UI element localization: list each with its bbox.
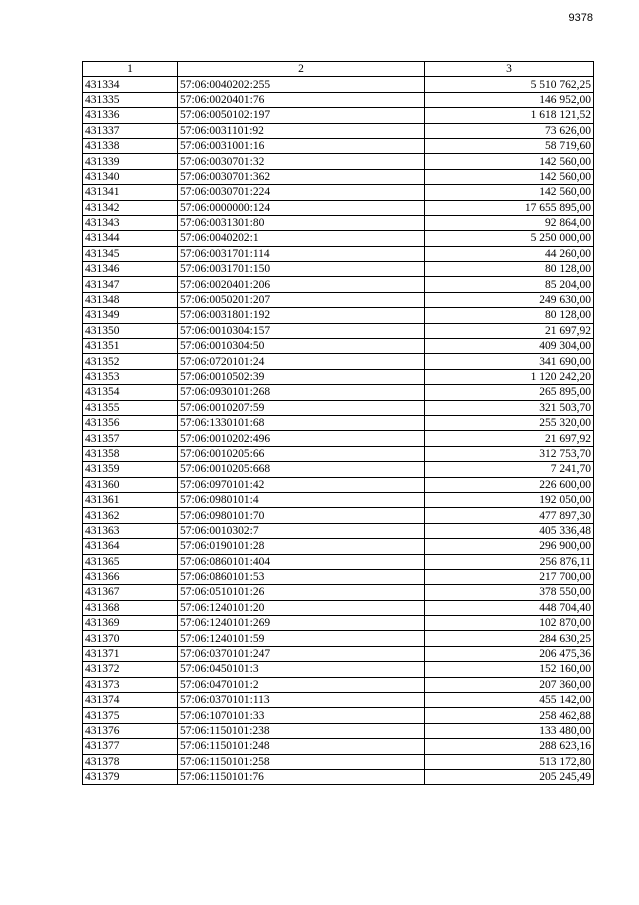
row-number-cell: 431366 (83, 569, 178, 584)
cadastral-number-cell: 57:06:0031701:150 (178, 262, 425, 277)
cadastral-number-cell: 57:06:0040202:255 (178, 77, 425, 92)
table-row (83, 262, 594, 277)
value-cell: 405 336,48 (425, 523, 594, 538)
cadastral-number-cell: 57:06:1150101:76 (178, 769, 425, 784)
cadastral-number-cell: 57:06:0020401:206 (178, 277, 425, 292)
row-number-cell: 431360 (83, 477, 178, 492)
cadastral-number-cell: 57:06:0030701:224 (178, 185, 425, 200)
cadastral-number-cell: 57:06:0031101:92 (178, 123, 425, 138)
row-number-cell: 431348 (83, 292, 178, 307)
cadastral-number-cell: 57:06:0010205:66 (178, 446, 425, 461)
table-row (83, 431, 594, 446)
cadastral-number-cell: 57:06:0860101:53 (178, 569, 425, 584)
row-number-cell: 431343 (83, 215, 178, 230)
value-cell: 321 503,70 (425, 400, 594, 415)
table-row (83, 616, 594, 631)
value-cell: 80 128,00 (425, 308, 594, 323)
value-cell: 5 250 000,00 (425, 231, 594, 246)
value-cell: 152 160,00 (425, 662, 594, 677)
value-cell: 142 560,00 (425, 185, 594, 200)
cadastral-number-cell: 57:06:1070101:33 (178, 708, 425, 723)
table-row (83, 108, 594, 123)
row-number-cell: 431374 (83, 693, 178, 708)
value-cell: 284 630,25 (425, 631, 594, 646)
table-row (83, 185, 594, 200)
row-number-cell: 431340 (83, 169, 178, 184)
value-cell: 217 700,00 (425, 569, 594, 584)
row-number-cell: 431356 (83, 415, 178, 430)
row-number-cell: 431357 (83, 431, 178, 446)
row-number-cell: 431349 (83, 308, 178, 323)
table-row (83, 292, 594, 307)
cadastral-number-cell: 57:06:0031801:192 (178, 308, 425, 323)
cadastral-number-cell: 57:06:0010304:50 (178, 339, 425, 354)
table-row (83, 585, 594, 600)
value-cell: 378 550,00 (425, 585, 594, 600)
value-cell: 133 480,00 (425, 723, 594, 738)
table-row (83, 569, 594, 584)
value-cell: 206 475,36 (425, 646, 594, 661)
value-cell: 455 142,00 (425, 693, 594, 708)
table-row (83, 708, 594, 723)
row-number-cell: 431370 (83, 631, 178, 646)
value-cell: 205 245,49 (425, 769, 594, 784)
cadastral-number-cell: 57:06:0031701:114 (178, 246, 425, 261)
row-number-cell: 431369 (83, 616, 178, 631)
table-row (83, 354, 594, 369)
cadastral-number-cell: 57:06:0370101:247 (178, 646, 425, 661)
cadastral-number-cell: 57:06:0020401:76 (178, 92, 425, 107)
table-row (83, 446, 594, 461)
cadastral-number-cell: 57:06:0050102:197 (178, 108, 425, 123)
value-cell: 255 320,00 (425, 415, 594, 430)
row-number-cell: 431341 (83, 185, 178, 200)
row-number-cell: 431378 (83, 754, 178, 769)
table-row (83, 277, 594, 292)
table-row (83, 769, 594, 784)
cadastral-number-cell: 57:06:0720101:24 (178, 354, 425, 369)
table-row (83, 323, 594, 338)
row-number-cell: 431342 (83, 200, 178, 215)
table-row (83, 231, 594, 246)
cadastral-number-cell: 57:06:0370101:113 (178, 693, 425, 708)
cadastral-number-cell: 57:06:0000000:124 (178, 200, 425, 215)
row-number-cell: 431367 (83, 585, 178, 600)
cadastral-number-cell: 57:06:0860101:404 (178, 554, 425, 569)
value-cell: 265 895,00 (425, 385, 594, 400)
cadastral-number-cell: 57:06:0010304:157 (178, 323, 425, 338)
value-cell: 448 704,40 (425, 600, 594, 615)
value-cell: 312 753,70 (425, 446, 594, 461)
row-number-cell: 431364 (83, 539, 178, 554)
table-row (83, 646, 594, 661)
table-row (83, 462, 594, 477)
row-number-cell: 431354 (83, 385, 178, 400)
table-row (83, 369, 594, 384)
table-row (83, 308, 594, 323)
cadastral-number-cell: 57:06:0980101:4 (178, 492, 425, 507)
table-row (83, 215, 594, 230)
table-row (83, 154, 594, 169)
value-cell: 1 120 242,20 (425, 369, 594, 384)
table-row (83, 754, 594, 769)
row-number-cell: 431361 (83, 492, 178, 507)
table-row (83, 77, 594, 92)
cadastral-number-cell: 57:06:0010302:7 (178, 523, 425, 538)
cadastral-number-cell: 57:06:0970101:42 (178, 477, 425, 492)
row-number-cell: 431350 (83, 323, 178, 338)
row-number-cell: 431334 (83, 77, 178, 92)
row-number-cell: 431359 (83, 462, 178, 477)
table-row (83, 200, 594, 215)
table-row (83, 492, 594, 507)
column-header-3: 3 (425, 62, 594, 77)
row-number-cell: 431373 (83, 677, 178, 692)
row-number-cell: 431337 (83, 123, 178, 138)
row-number-cell: 431345 (83, 246, 178, 261)
value-cell: 21 697,92 (425, 323, 594, 338)
cadastral-number-cell: 57:06:0040202:1 (178, 231, 425, 246)
row-number-cell: 431363 (83, 523, 178, 538)
table-row (83, 693, 594, 708)
table-body (83, 77, 594, 785)
column-header-2: 2 (178, 62, 425, 77)
table-row (83, 523, 594, 538)
row-number-cell: 431377 (83, 739, 178, 754)
row-number-cell: 431346 (83, 262, 178, 277)
cadastral-number-cell: 57:06:0190101:28 (178, 539, 425, 554)
table-row (83, 508, 594, 523)
cadastral-number-cell: 57:06:0010205:668 (178, 462, 425, 477)
table-row (83, 677, 594, 692)
value-cell: 21 697,92 (425, 431, 594, 446)
row-number-cell: 431344 (83, 231, 178, 246)
table-row (83, 138, 594, 153)
value-cell: 146 952,00 (425, 92, 594, 107)
value-cell: 44 260,00 (425, 246, 594, 261)
row-number-cell: 431362 (83, 508, 178, 523)
row-number-cell: 431365 (83, 554, 178, 569)
value-cell: 1 618 121,52 (425, 108, 594, 123)
table-row (83, 662, 594, 677)
cadastral-number-cell: 57:06:0980101:70 (178, 508, 425, 523)
value-cell: 226 600,00 (425, 477, 594, 492)
row-number-cell: 431355 (83, 400, 178, 415)
table-row (83, 554, 594, 569)
table-row (83, 92, 594, 107)
table-row (83, 415, 594, 430)
cadastral-number-cell: 57:06:0450101:3 (178, 662, 425, 677)
value-cell: 256 876,11 (425, 554, 594, 569)
value-cell: 288 623,16 (425, 739, 594, 754)
value-cell: 207 360,00 (425, 677, 594, 692)
value-cell: 249 630,00 (425, 292, 594, 307)
table-row (83, 385, 594, 400)
page-number: 9378 (568, 12, 593, 24)
table-row (83, 169, 594, 184)
cadastral-number-cell: 57:06:1240101:59 (178, 631, 425, 646)
value-cell: 102 870,00 (425, 616, 594, 631)
table-row (83, 723, 594, 738)
cadastral-number-cell: 57:06:1150101:258 (178, 754, 425, 769)
cadastral-number-cell: 57:06:1240101:269 (178, 616, 425, 631)
value-cell: 513 172,80 (425, 754, 594, 769)
cadastral-number-cell: 57:06:0010202:496 (178, 431, 425, 446)
cadastral-number-cell: 57:06:1330101:68 (178, 415, 425, 430)
value-cell: 92 864,00 (425, 215, 594, 230)
cadastral-number-cell: 57:06:0030701:32 (178, 154, 425, 169)
row-number-cell: 431336 (83, 108, 178, 123)
table-row (83, 246, 594, 261)
cadastral-number-cell: 57:06:0010502:39 (178, 369, 425, 384)
cadastral-number-cell: 57:06:1150101:238 (178, 723, 425, 738)
row-number-cell: 431338 (83, 138, 178, 153)
table-row (83, 739, 594, 754)
value-cell: 73 626,00 (425, 123, 594, 138)
cadastral-number-cell: 57:06:0030701:362 (178, 169, 425, 184)
column-header-1: 1 (83, 62, 178, 77)
registry-table (82, 61, 594, 785)
row-number-cell: 431353 (83, 369, 178, 384)
row-number-cell: 431339 (83, 154, 178, 169)
table-row (83, 123, 594, 138)
value-cell: 258 462,88 (425, 708, 594, 723)
cadastral-number-cell: 57:06:0930101:268 (178, 385, 425, 400)
value-cell: 192 050,00 (425, 492, 594, 507)
value-cell: 142 560,00 (425, 154, 594, 169)
value-cell: 296 900,00 (425, 539, 594, 554)
table-row (83, 339, 594, 354)
value-cell: 85 204,00 (425, 277, 594, 292)
value-cell: 5 510 762,25 (425, 77, 594, 92)
row-number-cell: 431375 (83, 708, 178, 723)
row-number-cell: 431335 (83, 92, 178, 107)
table-row (83, 539, 594, 554)
value-cell: 17 655 895,00 (425, 200, 594, 215)
cadastral-number-cell: 57:06:0050201:207 (178, 292, 425, 307)
value-cell: 58 719,60 (425, 138, 594, 153)
row-number-cell: 431351 (83, 339, 178, 354)
value-cell: 409 304,00 (425, 339, 594, 354)
row-number-cell: 431347 (83, 277, 178, 292)
value-cell: 477 897,30 (425, 508, 594, 523)
cadastral-number-cell: 57:06:1240101:20 (178, 600, 425, 615)
row-number-cell: 431376 (83, 723, 178, 738)
cadastral-number-cell: 57:06:0510101:26 (178, 585, 425, 600)
row-number-cell: 431368 (83, 600, 178, 615)
cadastral-number-cell: 57:06:0470101:2 (178, 677, 425, 692)
cadastral-number-cell: 57:06:0031001:16 (178, 138, 425, 153)
cadastral-number-cell: 57:06:1150101:248 (178, 739, 425, 754)
table-row (83, 477, 594, 492)
table-row (83, 631, 594, 646)
value-cell: 80 128,00 (425, 262, 594, 277)
row-number-cell: 431371 (83, 646, 178, 661)
row-number-cell: 431379 (83, 769, 178, 784)
table-row (83, 400, 594, 415)
value-cell: 7 241,70 (425, 462, 594, 477)
table-header-row (83, 62, 594, 77)
cadastral-number-cell: 57:06:0031301:80 (178, 215, 425, 230)
cadastral-number-cell: 57:06:0010207:59 (178, 400, 425, 415)
row-number-cell: 431372 (83, 662, 178, 677)
table-row (83, 600, 594, 615)
value-cell: 341 690,00 (425, 354, 594, 369)
row-number-cell: 431358 (83, 446, 178, 461)
row-number-cell: 431352 (83, 354, 178, 369)
value-cell: 142 560,00 (425, 169, 594, 184)
